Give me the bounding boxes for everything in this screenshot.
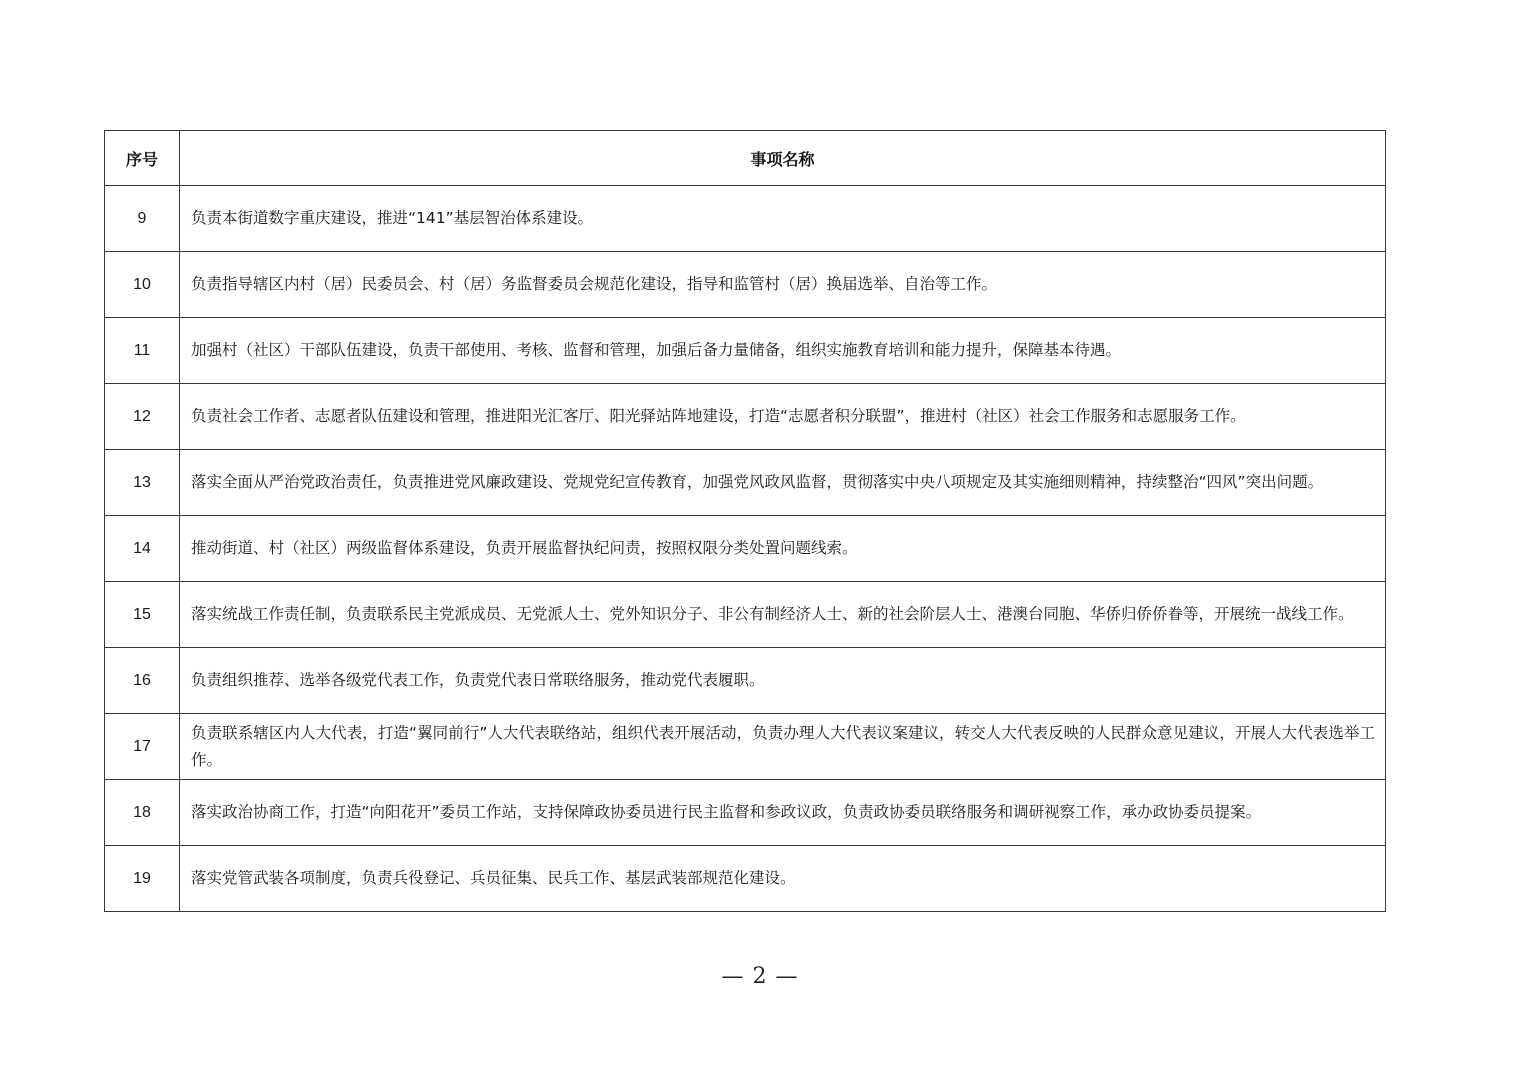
table-row xyxy=(105,450,1386,516)
row-number: 17 xyxy=(105,714,180,780)
row-text: 落实政治协商工作，打造“向阳花开”委员工作站，支持保障政协委员进行民主监督和参政议政，负责政协委员联络服务和调研视察工作，承办政协委员提案。 xyxy=(180,780,1386,846)
table-row xyxy=(105,318,1386,384)
row-number: 10 xyxy=(105,252,180,318)
row-text: 落实党管武装各项制度，负责兵役登记、兵员征集、民兵工作、基层武装部规范化建设。 xyxy=(180,846,1386,912)
matters-table xyxy=(104,130,1386,912)
row-text: 推动街道、村（社区）两级监督体系建设，负责开展监督执纪问责，按照权限分类处置问题线索。 xyxy=(180,516,1386,582)
row-number: 13 xyxy=(105,450,180,516)
table-row xyxy=(105,648,1386,714)
header-row xyxy=(105,131,1386,186)
table-row xyxy=(105,780,1386,846)
row-number: 18 xyxy=(105,780,180,846)
row-number: 15 xyxy=(105,582,180,648)
row-text: 负责指导辖区内村（居）民委员会、村（居）务监督委员会规范化建设，指导和监管村（居）换届选举、自治等工作。 xyxy=(180,252,1386,318)
row-text: 负责组织推荐、选举各级党代表工作，负责党代表日常联络服务，推动党代表履职。 xyxy=(180,648,1386,714)
table-row xyxy=(105,186,1386,252)
row-number: 14 xyxy=(105,516,180,582)
table-body xyxy=(105,186,1386,912)
row-text: 负责本街道数字重庆建设，推进“141”基层智治体系建设。 xyxy=(180,186,1386,252)
header-item-name: 事项名称 xyxy=(180,131,1386,186)
row-text: 落实统战工作责任制，负责联系民主党派成员、无党派人士、党外知识分子、非公有制经济人士、新的社会阶层人士、港澳台同胞、华侨归侨侨眷等，开展统一战线工作。 xyxy=(180,582,1386,648)
table-row xyxy=(105,714,1386,780)
row-text: 负责联系辖区内人大代表，打造“翼同前行”人大代表联络站，组织代表开展活动，负责办理人大代表议案建议，转交人大代表反映的人民群众意见建议，开展人大代表选举工作。 xyxy=(180,714,1386,780)
row-text: 加强村（社区）干部队伍建设，负责干部使用、考核、监督和管理，加强后备力量储备，组织实施教育培训和能力提升，保障基本待遇。 xyxy=(180,318,1386,384)
row-number: 11 xyxy=(105,318,180,384)
table-header xyxy=(105,131,1386,186)
table-row xyxy=(105,252,1386,318)
table-row xyxy=(105,846,1386,912)
row-number: 16 xyxy=(105,648,180,714)
row-number: 12 xyxy=(105,384,180,450)
row-text: 落实全面从严治党政治责任，负责推进党风廉政建设、党规党纪宣传教育，加强党风政风监督，贯彻落实中央八项规定及其实施细则精神，持续整治“四风”突出问题。 xyxy=(180,450,1386,516)
table-row xyxy=(105,384,1386,450)
row-number: 19 xyxy=(105,846,180,912)
header-serial-number: 序号 xyxy=(105,131,180,186)
table-row xyxy=(105,582,1386,648)
page-number: — 2 — xyxy=(721,964,799,989)
table-row xyxy=(105,516,1386,582)
row-number: 9 xyxy=(105,186,180,252)
row-text: 负责社会工作者、志愿者队伍建设和管理，推进阳光汇客厅、阳光驿站阵地建设，打造“志愿者积分联盟”，推进村（社区）社会工作服务和志愿服务工作。 xyxy=(180,384,1386,450)
